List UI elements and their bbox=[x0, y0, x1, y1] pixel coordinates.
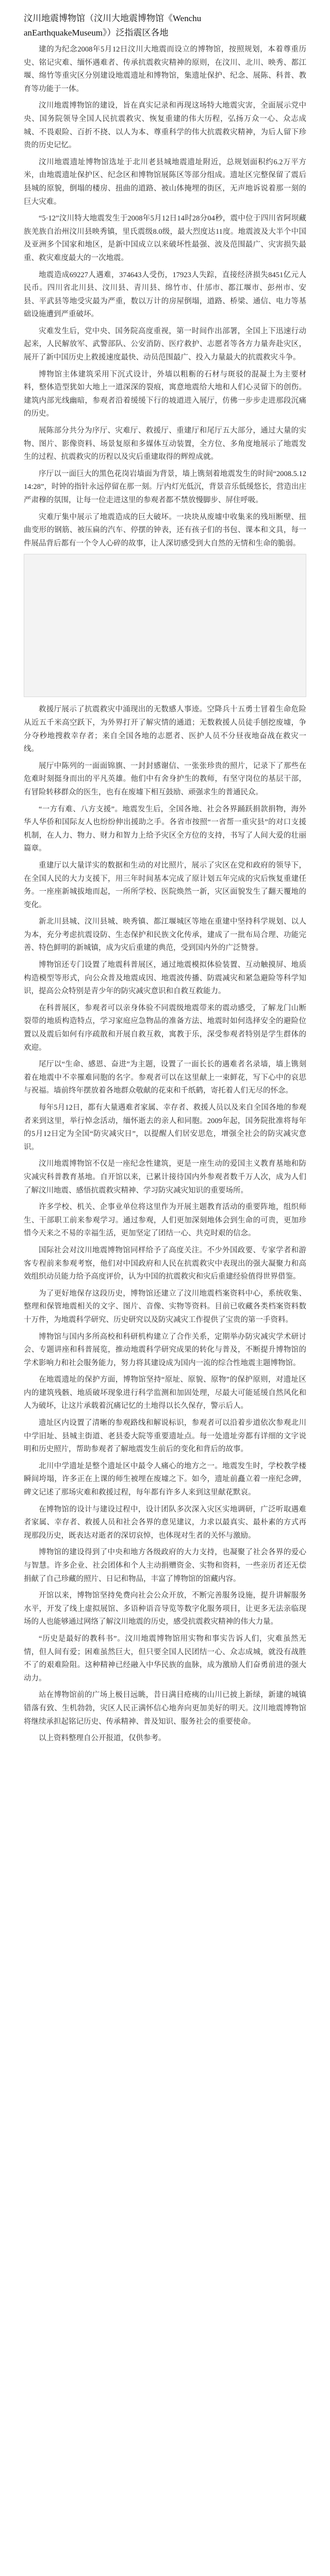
article-title-line-2: anEarthquakeMuseum》）泛指震区各地 bbox=[24, 28, 169, 38]
article-title-line-1: 汶川地震博物馆（汶川大地震博物馆《Wenchu bbox=[24, 13, 202, 23]
article-paragraph: 为了更好地保存这段历史，博物馆还建立了汶川地震档案资料中心，系统收集、整理和保管地震相关的文字、图片、音像、实物等资料。目前已收藏各类档案资料数十万件，为地震科学研究、历史研究以及防灾减灾工作提供了宝贵的第一手资料。 bbox=[24, 1289, 306, 1324]
article-paragraph: “历史是最好的教科书”。汶川地震博物馆用实物和事实告诉人们，灾难虽然无情，但人间有爱；困难虽然巨大，但只要全国人民团结一心、众志成城，就没有战胜不了的艰难险阻。这种精神已经融入中华民族的血脉，成为激励人们奋勇前进的强大动力。 bbox=[24, 1634, 306, 1683]
article-paragraph: 汶川地震博物馆的建设，旨在真实记录和再现这场特大地震灾害，全面展示党中央、国务院领导全国人民抗震救灾、恢复重建的伟大历程，弘扬万众一心、众志成城、不畏艰险、百折不挠、以人为本、尊重科学的伟大抗震救灾精神，为后人留下珍贵的历史记忆。 bbox=[24, 101, 306, 150]
article-paragraph: 博物馆的建设得到了中央和地方各级政府的大力支持，也凝聚了社会各界的爱心与智慧。许多企业、社会团体和个人主动捐赠资金、实物和资料，一些亲历者还无偿捐献了自己珍藏的照片、日记和物品，丰富了博物馆的馆藏内容。 bbox=[24, 1548, 306, 1583]
article-paragraph: 灾难厅集中展示了地震造成的巨大破坏。一块块从废墟中收集来的残垣断壁、扭曲变形的钢筋、被压扁的汽车、停摆的钟表，还有孩子们的书包、课本和文具，每一件展品背后都有一个令人心碎的故事，让人深切感受到大自然的无情和生命的脆弱。 bbox=[24, 513, 306, 548]
article-paragraph: 博物馆与国内多所高校和科研机构建立了合作关系，定期举办防灾减灾学术研讨会、专题讲座和科普展览，推动地震科学研究成果的转化与普及，不断提升博物馆的学术影响力和社会服务能力，努力将其建设成为国内一流的综合性地震主题博物馆。 bbox=[24, 1332, 306, 1367]
article-paragraph: 北川中学遗址是整个遗址区中最令人痛心的地方之一。地震发生时，学校教学楼瞬间垮塌，许多正在上课的师生被埋在废墟之下。如今，遗址前矗立着一座纪念碑，碑文记述了那场灾难和救援过程，每年都有许多人来到这里献花默哀。 bbox=[24, 1462, 306, 1497]
article-paragraph: 汶川地震博物馆不仅是一座纪念性建筑，更是一座生动的爱国主义教育基地和防灾减灾科普教育基地。自开馆以来，已累计接待国内外参观者数千万人次，成为人们了解汶川地震、感悟抗震救灾精神、学习防灾减灾知识的重要场所。 bbox=[24, 1160, 306, 1195]
article-paragraph: 遗址区内设置了清晰的参观路线和解说标识，参观者可以沿着步道依次参观北川中学旧址、县城主街道、老县委大院等重要遗址点。每一处遗址旁都有详细的文字说明和历史照片，帮助参观者了解地震发生前后的变化和背后的故事。 bbox=[24, 1419, 306, 1454]
article-paragraph: 灾难发生后，党中央、国务院高度重视，第一时间作出部署，全国上下迅速行动起来，人民解放军、武警部队、公安消防、医疗救护、志愿者等各方力量奔赴灾区，展开了新中国历史上救援速度最快、动员范围最广、投入力量最大的抗震救灾斗争。 bbox=[24, 327, 306, 362]
article-paragraph: 重建厅以大量详实的数据和生动的对比照片，展示了灾区在党和政府的领导下，在全国人民的大力支援下，用三年时间基本完成了原计划五年完成的灾后恢复重建任务。一座座新城拔地而起，一所所学校、医院焕然一新，灾区面貌发生了翻天覆地的变化。 bbox=[24, 861, 306, 909]
article-body bbox=[24, 43, 306, 1745]
article-paragraph: 新北川县城、汶川县城、映秀镇、都江堰城区等地在重建中坚持科学规划、以人为本，充分考虑抗震设防、生态保护和民族文化传承，建成了一批布局合理、功能完善、特色鲜明的新城镇，成为灾后重建的典范，受到国内外的广泛赞誉。 bbox=[24, 918, 306, 953]
article-paragraph: 站在博物馆前的广场上极目远眺，昔日满目疮痍的山川已披上新绿，新建的城镇错落有致、生机勃勃，灾区人民正满怀信心地奔向更加美好的明天。汶川地震博物馆将继续承担起铭记历史、传承精神、普及知识、服务社会的重要使命。 bbox=[24, 1691, 306, 1726]
article-paragraph: 开馆以来，博物馆坚持免费向社会公众开放，不断完善服务设施，提升讲解服务水平，开发了线上虚拟展馆、多语种语音导览等数字化服务项目，让更多无法亲临现场的人也能够通过网络了解汶川地震的历史，感受抗震救灾精神的伟大力量。 bbox=[24, 1591, 306, 1626]
article-paragraph: 在地震遗址的保护方面，博物馆坚持“原址、原貌、原物”的保护原则，对遗址区内的建筑残骸、地质破坏现象进行科学监测和加固处理，尽最大可能延缓自然风化和人为破坏，让这片承载着沉痛记忆的土地得以长久保存，警示后人。 bbox=[24, 1376, 306, 1411]
article-paragraph: 在博物馆的设计与建设过程中，设计团队多次深入灾区实地调研，广泛听取遇难者家属、幸存者、救援人员和社会各界的意见建议，力求以最真实、最朴素的方式再现那段历史，既表达对逝者的深切哀悼，也体现对生者的关怀与激励。 bbox=[24, 1505, 306, 1540]
article-paragraph: 博物馆主体建筑采用下沉式设计，外墙以粗粝的石材与斑驳的混凝土为主要材料，整体造型犹如大地上一道深深的裂痕，寓意地震给大地和人们心灵留下的创伤。建筑内部光线幽暗，参观者沿着缓缓下行的坡道进入展厅，仿佛一步步走进那段沉痛的历史。 bbox=[24, 370, 306, 418]
article-paragraph: 汶川地震遗址博物馆选址于北川老县城地震遗址附近，总规划面积约6.2万平方米，由地震遗址保护区、纪念区和博物馆展陈区等部分组成。遗址区完整保留了震后县城的原貌，倒塌的楼房、扭曲的道路、被山体掩埋的街区，无声地诉说着那一刻的巨大灾难。 bbox=[24, 158, 306, 206]
article-image bbox=[24, 554, 306, 697]
article-paragraph: 展陈部分共分为序厅、灾难厅、救援厅、重建厅和尾厅五大部分，通过大量的实物、图片、影像资料、场景复原和多媒体互动装置，全方位、多角度地展示了地震发生的过程、抗震救灾的历程以及灾后重建取得的辉煌成就。 bbox=[24, 427, 306, 462]
article-paragraph: 许多学校、机关、企事业单位将这里作为开展主题教育活动的重要阵地，组织师生、干部职工前来参观学习。通过参观，人们更加深刻地体会到生命的可贵，更加珍惜今天来之不易的幸福生活，更加坚定了团结一心、共克时艰的信念。 bbox=[24, 1203, 306, 1238]
article-footer-note: 以上资料整理自公开报道，仅供参考。 bbox=[39, 1734, 166, 1743]
article-paragraph: “5·12”汶川特大地震发生于2008年5月12日14时28分04秒，震中位于四川省阿坝藏族羌族自治州汶川县映秀镇，里氏震级8.0级，最大烈度达11度。地震波及大半个中国及亚洲多个国家和地区，是新中国成立以来破坏性最强、波及范围最广、灾害损失最重、救灾难度最大的一次地震。 bbox=[24, 214, 306, 262]
article-paragraph: 每年5月12日，都有大量遇难者家属、幸存者、救援人员以及来自全国各地的参观者来到这里，举行悼念活动，缅怀逝去的亲人和同胞。2009年起，国务院批准将每年的5月12日定为全国“防灾减灾日”，以提醒人们居安思危，增强全社会的防灾减灾意识。 bbox=[24, 1104, 306, 1151]
article-paragraph: 序厅以一面巨大的黑色花岗岩墙面为背景，墙上镌刻着地震发生的时间“2008.5.12 14:28”，时钟的指针永远停留在那一刻。厅内灯光低沉，背景音乐低缓悠长，营造出庄严肃穆的氛围，让每一位走进这里的参观者都不禁放慢脚步、屏住呼吸。 bbox=[24, 469, 306, 504]
article-paragraph: 国际社会对汶川地震博物馆同样给予了高度关注。不少外国政要、专家学者和游客专程前来参观考察，他们对中国政府和人民在抗震救灾中表现出的强大凝聚力和高效组织动员能力给予高度评价，认为中国的抗震救灾和灾后重建经验值得世界借鉴。 bbox=[24, 1246, 306, 1281]
article-paragraph: 地震造成69227人遇难，374643人受伤，17923人失踪，直接经济损失8451亿元人民币。四川省北川县、汶川县、青川县、绵竹市、什邡市、都江堰市、彭州市、安县、平武县等地受灾最为严重，数以万计的房屋倒塌，道路、桥梁、通信、电力等基础设施遭到严重破坏。 bbox=[24, 270, 306, 319]
article-paragraph: 救援厅展示了抗震救灾中涌现出的无数感人事迹。空降兵十五勇士冒着生命危险从近五千米高空跃下，为外界打开了解灾情的通道；无数救援人员徒手刨挖废墟，争分夺秒地搜救幸存者；来自全国各地的志愿者、医护人员不分昼夜地奋战在救灾一线。 bbox=[24, 705, 306, 754]
article-title bbox=[24, 11, 306, 40]
article-paragraph: 在科普展区，参观者可以亲身体验不同震级地震带来的震动感受，了解龙门山断裂带的地质构造特点，学习家庭应急物品的准备方法、地震时如何选择安全的避险位置以及震后如何有序疏散和开展自救互救，寓教于乐，深受参观者特别是学生群体的欢迎。 bbox=[24, 1004, 306, 1052]
article-paragraph: 展厅中陈列的一面面锦旗、一封封感谢信、一张张珍贵的照片，记录下了那些在危难时刻挺身而出的平凡英雄。他们中有舍身护生的教师，有坚守岗位的基层干部，有冒险转移群众的医生，也有在废墟下相互鼓励、顽强求生的普通民众。 bbox=[24, 761, 306, 796]
article-paragraph: 建的为纪念2008年5月12日汶川大地震而设立的博物馆，按照规划，本着尊重历史、铭记灾难、缅怀遇难者、传承抗震救灾精神的原则，在汶川、北川、映秀、都江堰、绵竹等重灾区分别建设地震遗址和博物馆，集遗址保护、纪念、展陈、科普、教育等功能于一体。 bbox=[24, 45, 306, 93]
article-paragraph: 尾厅以“生命、感恩、奋进”为主题，设置了一面长长的遇难者名录墙，墙上镌刻着在地震中不幸罹难同胞的名字。参观者可以在这里献上一束鲜花，写下心中的哀思与祝福。墙前终年摆放着各地群众敬献的花束和千纸鹤，寄托着人们无尽的怀念。 bbox=[24, 1060, 306, 1095]
article-paragraph: “一方有难、八方支援”。地震发生后，全国各地、社会各界踊跃捐款捐物，海外华人华侨和国际友人也纷纷伸出援助之手。各省市按照“一省帮一重灾县”的对口支援机制，在人力、物力、财力和智力上给予灾区全方位的支持，书写了人间大爱的壮丽篇章。 bbox=[24, 805, 306, 853]
article-paragraph: 博物馆还专门设置了地震科普展区，通过地震模拟体验装置、互动触摸屏、地质构造模型等形式，向公众普及地震成因、地震波传播、防震减灾和紧急避险等科学知识，提高公众特别是青少年的防灾减灾意识和自救互救能力。 bbox=[24, 961, 306, 996]
